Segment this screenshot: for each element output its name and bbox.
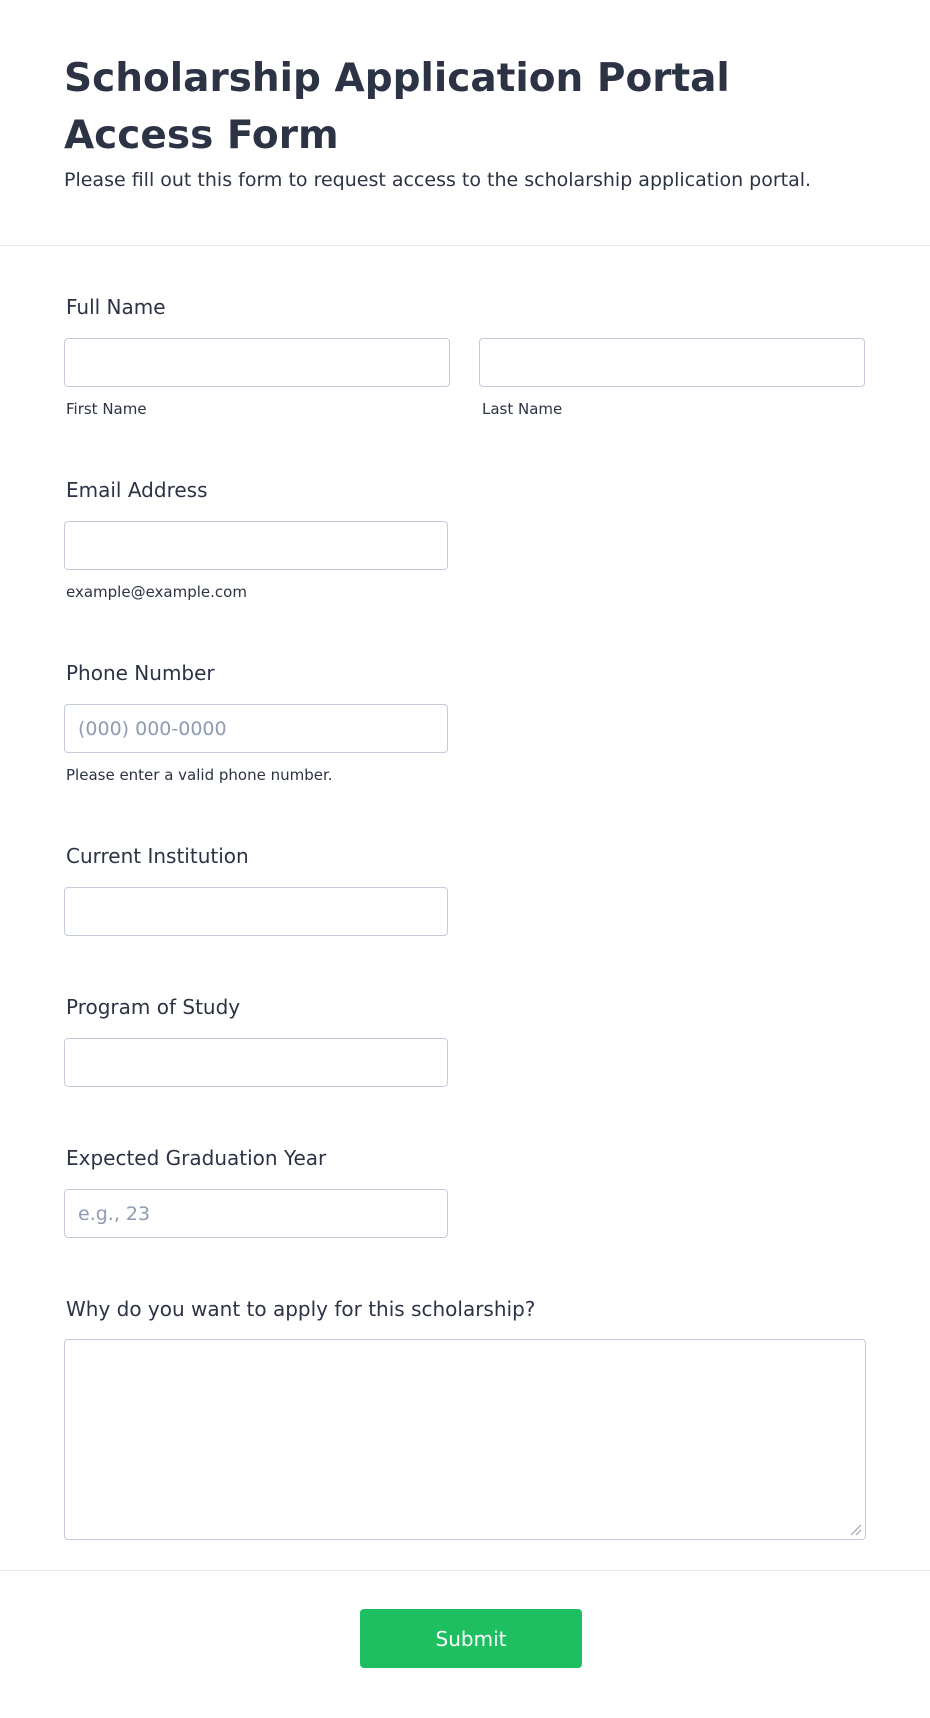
first-name-input[interactable] <box>64 338 450 387</box>
footer-divider <box>0 1570 930 1571</box>
graduation-year-label: Expected Graduation Year <box>66 1146 327 1170</box>
email-input[interactable] <box>64 521 448 570</box>
graduation-year-input[interactable] <box>64 1189 448 1238</box>
email-sublabel: example@example.com <box>66 583 247 601</box>
institution-input[interactable] <box>64 887 448 936</box>
page-subtitle: Please fill out this form to request access to the scholarship application portal. <box>64 169 812 191</box>
full-name-label: Full Name <box>66 295 166 319</box>
page-title: Scholarship Application Portal Access Form <box>64 56 730 158</box>
last-name-sublabel: Last Name <box>482 400 563 418</box>
form-header <box>0 0 930 246</box>
program-input[interactable] <box>64 1038 448 1087</box>
phone-input[interactable] <box>64 704 448 753</box>
program-label: Program of Study <box>66 995 241 1019</box>
first-name-sublabel: First Name <box>66 400 147 418</box>
resize-handle-icon[interactable] <box>848 1522 862 1536</box>
institution-label: Current Institution <box>66 844 249 868</box>
phone-sublabel: Please enter a valid phone number. <box>66 766 333 784</box>
email-label: Email Address <box>66 478 208 502</box>
submit-button[interactable]: Submit <box>360 1609 582 1668</box>
phone-label: Phone Number <box>66 661 215 685</box>
reason-label: Why do you want to apply for this scholarship? <box>66 1297 536 1321</box>
last-name-input[interactable] <box>479 338 865 387</box>
reason-textarea[interactable] <box>64 1339 866 1540</box>
